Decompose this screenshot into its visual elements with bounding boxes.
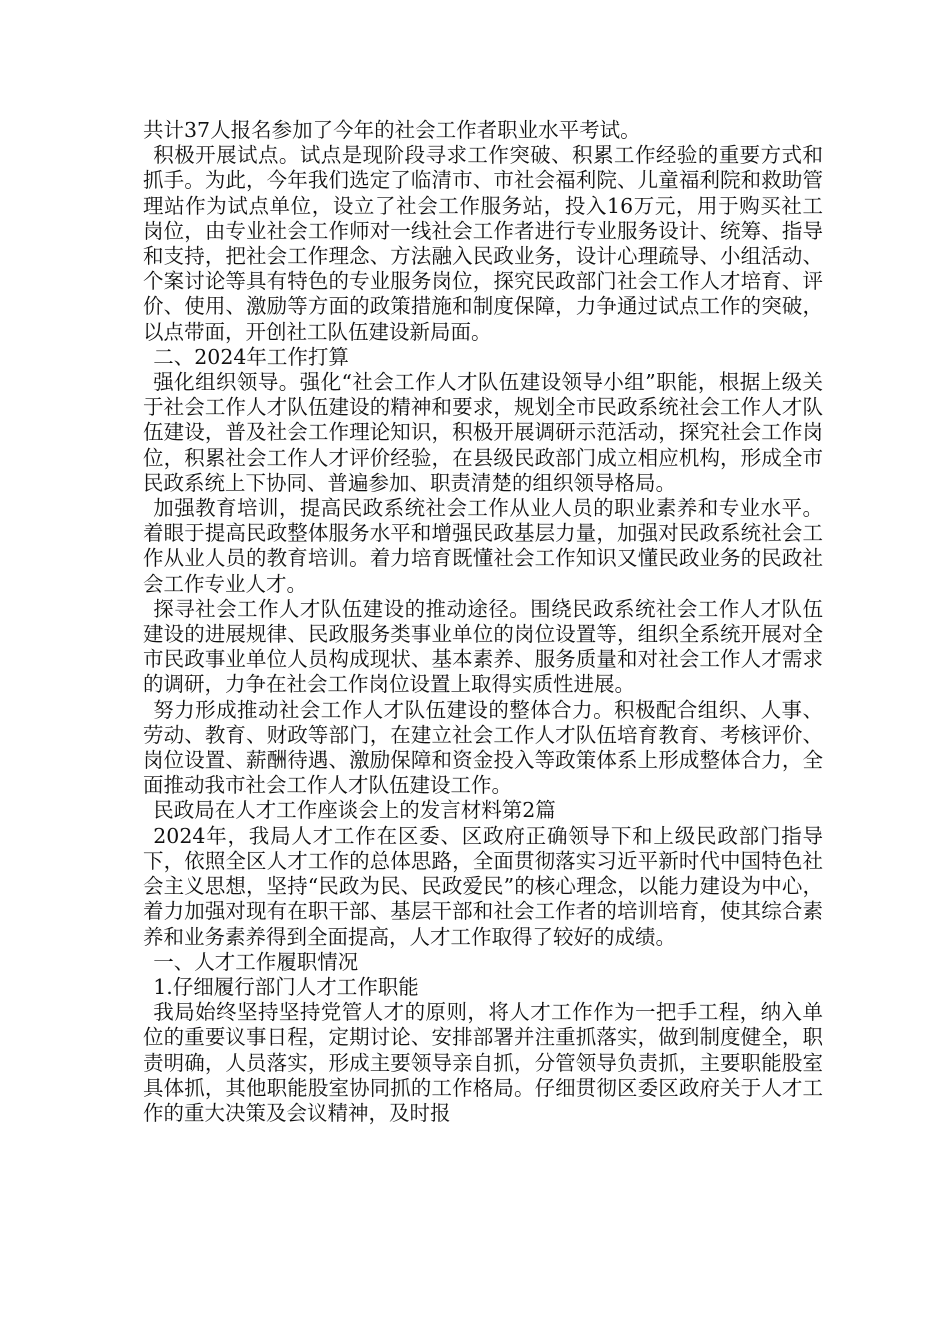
document-body xyxy=(143,118,823,1126)
section-heading: 二、2024年工作打算 xyxy=(153,344,349,369)
paragraph: 积极开展试点。试点是现阶段寻求工作突破、积累工作经验的重要方式和抓手。为此，今年我们选定了临清市、市社会福利院、儿童福利院和救助管理站作为试点单位，设立了社会工作服务站，投入16万元，用于购买社工岗位，由专业社会工作师对一线社会工作者进行专业服务设计、统筹、指导和支持，把社会工作理念、方法融入民政业务，设计心理疏导、小组活动、个案讨论等具有特色的专业服务岗位，探究民政部门社会工作人才培育、评价、使用、激励等方面的政策措施和制度保障，力争通过试点工作的突破，以点带面，开创社工队伍建设新局面。 xyxy=(143,143,823,344)
paragraph: 我局始终坚持坚持党管人才的原则，将人才工作作为一把手工程，纳入单位的重要议事日程，定期讨论、安排部署并注重抓落实，做到制度健全，职责明确，人员落实，形成主要领导亲自抓，分管领导负责抓，主要职能股室具体抓，其他职能股室协同抓的工作格局。仔细贯彻区委区政府关于人才工作的重大决策及会议精神，及时报 xyxy=(143,1000,823,1125)
paragraph: 加强教育培训，提高民政系统社会工作从业人员的职业素养和专业水平。着眼于提高民政整体服务水平和增强民政基层力量，加强对民政系统社会工作从业人员的教育培训。着力培育既懂社会工作知识又懂民政业务的民政社会工作专业人才。 xyxy=(143,496,823,596)
paragraph: 强化组织领导。强化“社会工作人才队伍建设领导小组”职能，根据上级关于社会工作人才队伍建设的精神和要求，规划全市民政系统社会工作人才队伍建设，普及社会工作理论知识，积极开展调研示范活动，探究社会工作岗位，积累社会工作人才评价经验，在县级民政部门成立相应机构，形成全市民政系统上下协同、普遍参加、职责清楚的组织领导格局。 xyxy=(143,370,823,495)
paragraph: 共计37人报名参加了今年的社会工作者职业水平考试。 xyxy=(143,118,641,142)
paragraph: 努力形成推动社会工作人才队伍建设的整体合力。积极配合组织、人事、劳动、教育、财政等部门，在建立社会工作人才队伍培育教育、考核评价、岗位设置、薪酬待遇、激励保障和资金投入等政策体系上形成整体合力，全面推动我市社会工作人才队伍建设工作。 xyxy=(143,697,823,798)
section-heading: 一、人才工作履职情况 xyxy=(153,949,359,974)
article-title: 民政局在人才工作座谈会上的发言材料第2篇 xyxy=(153,798,556,823)
paragraph: 探寻社会工作人才队伍建设的推动途径。围绕民政系统社会工作人才队伍建设的进展规律、民政服务类事业单位的岗位设置等，组织全系统开展对全市民政事业单位人员构成现状、基本素养、服务质量和对社会工作人才需求的调研，力争在社会工作岗位设置上取得实质性进展。 xyxy=(143,596,823,697)
paragraph: 2024年，我局人才工作在区委、区政府正确领导下和上级民政部门指导下，依照全区人才工作的总体思路，全面贯彻落实习近平新时代中国特色社会主义思想，坚持“民政为民、民政爱民”的核心理念，以能力建设为中心，着力加强对现有在职干部、基层干部和社会工作者的培训培育，使其综合素养和业务素养得到全面提高，人才工作取得了较好的成绩。 xyxy=(143,823,823,949)
subsection-heading: 1.仔细履行部门人才工作职能 xyxy=(153,974,419,999)
